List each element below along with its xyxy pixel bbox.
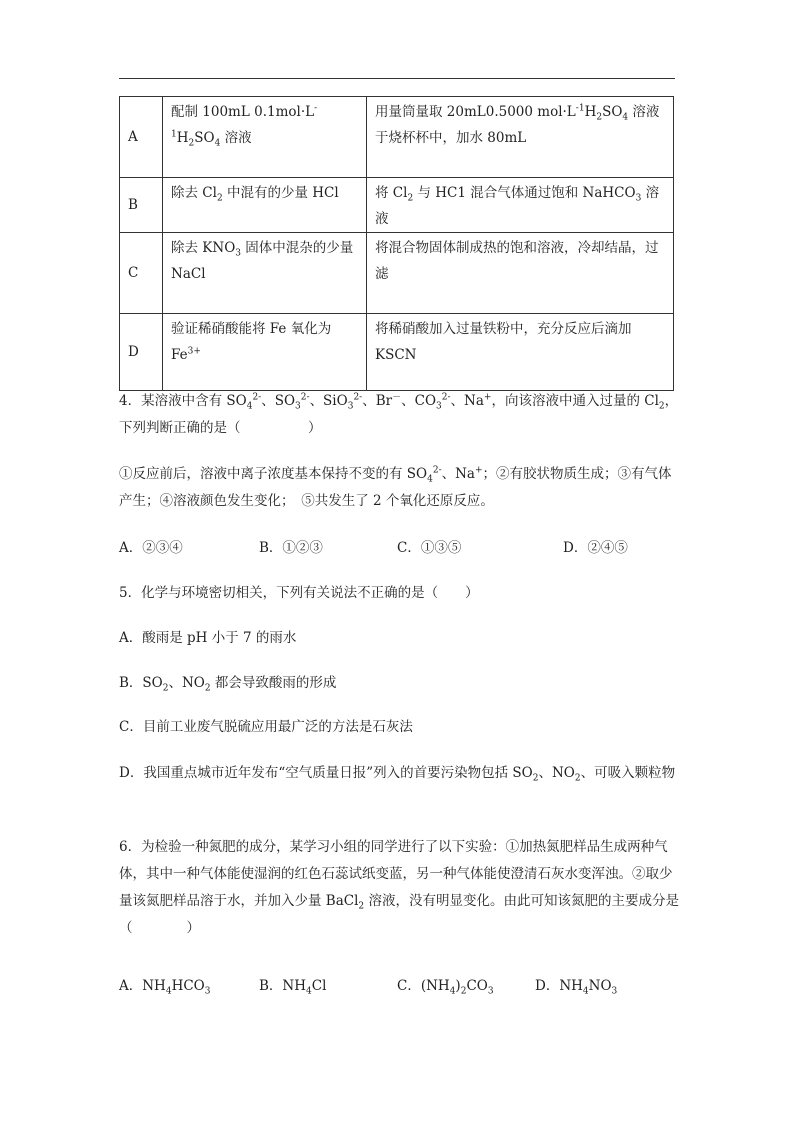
method-cell: 用量筒量取 20mL0.5000 $mol\cdot L^{-1}H_2SO_4$ 溶液于烧杯杯中，加水 80mL: [367, 97, 674, 178]
question-6-stem: 6．为检验一种氮肥的成分，某学习小组的同学进行了以下实验：①加热氮肥样品生成两种气体，其中一种气体能使湿润的红色石蕊试纸变蓝，另一种气体能使澄清石灰水变浑浊。②取少量该氮肥样品溶于水，并加入少量 BaCl$_2$ 溶液，没有明显变化。由此可知该氮肥的主要成分是（ ）: [119, 839, 679, 936]
row-label: A: [120, 97, 163, 178]
question-6-options: [119, 973, 679, 1000]
method-cell: 将 $Cl_2$ 与 HC1 混合气体通过饱和 NaHCO$_3$ 溶液: [367, 178, 674, 233]
table-row: [120, 233, 674, 314]
operation-cell: 除去 $Cl_2$ 中混有的少量 HCl: [163, 178, 367, 233]
option-a[interactable]: A．酸雨是 pH 小于 7 的雨水: [119, 630, 297, 646]
operation-cell: 配制 100mL $0.1mol\cdot L^{-1}H_2SO_4$ 溶液: [163, 97, 367, 178]
option-b[interactable]: B．$SO_2$、$NO_2$ 都会导致酸雨的形成: [119, 675, 337, 694]
method-cell: 将混合物固体制成热的饱和溶液，冷却结晶，过滤: [367, 233, 674, 314]
option-d[interactable]: D．$NH_4NO_3$: [535, 978, 618, 997]
question-4-options: [119, 535, 679, 562]
experiment-table: [119, 96, 674, 391]
question-4-stem: 4．某溶液中含有 $SO_4^{2-}$、$SO_3^{2-}$、SiO$_3^{2-}$、Br－、$CO_3^{2-}$、Na+，向该溶液中通入过量的 $Cl_2$，下列判断正确的是（ ）: [119, 392, 679, 436]
option-b[interactable]: B．$NH_4Cl$: [259, 978, 327, 997]
question-5-stem: 5．化学与环境密切相关，下列有关说法不正确的是（ ）: [119, 585, 479, 601]
option-c[interactable]: C．目前工业废气脱硫应用最广泛的方法是石灰法: [119, 719, 413, 735]
option-c[interactable]: C．①③⑤: [397, 540, 462, 556]
option-d[interactable]: D．②④⑤: [563, 540, 628, 556]
question-4-statements: ①反应前后，溶液中离子浓度基本保持不变的有 $SO_4^{2-}$、Na+；②有胶状物质生成；③有气体产生；④溶液颜色发生变化； ⑤共发生了 2 个氧化还原反应。: [119, 465, 672, 509]
option-a[interactable]: A．$NH_4HCO_3$: [119, 978, 211, 997]
table-row: [120, 314, 674, 391]
option-c[interactable]: C．$(NH_4)_2CO_3$: [397, 978, 494, 997]
operation-cell: 验证稀硝酸能将 Fe 氧化为 $Fe^{3+}$: [163, 314, 367, 391]
table-row: [120, 178, 674, 233]
row-label: C: [120, 233, 163, 314]
table-row: [120, 97, 674, 178]
option-a[interactable]: A．②③④: [119, 540, 183, 556]
row-label: D: [120, 314, 163, 391]
option-b[interactable]: B．①②③: [259, 540, 323, 556]
row-label: B: [120, 178, 163, 233]
operation-cell: 除去 $KNO_3$ 固体中混杂的少量 NaCl: [163, 233, 367, 314]
option-d[interactable]: D．我国重点城市近年发布“空气质量日报”列入的首要污染物包括 $SO_2$、$NO_2$、可吸入颗粒物: [119, 765, 676, 784]
method-cell: 将稀硝酸加入过量铁粉中，充分反应后滴加 KSCN: [367, 314, 674, 391]
header-rule: [119, 78, 675, 79]
